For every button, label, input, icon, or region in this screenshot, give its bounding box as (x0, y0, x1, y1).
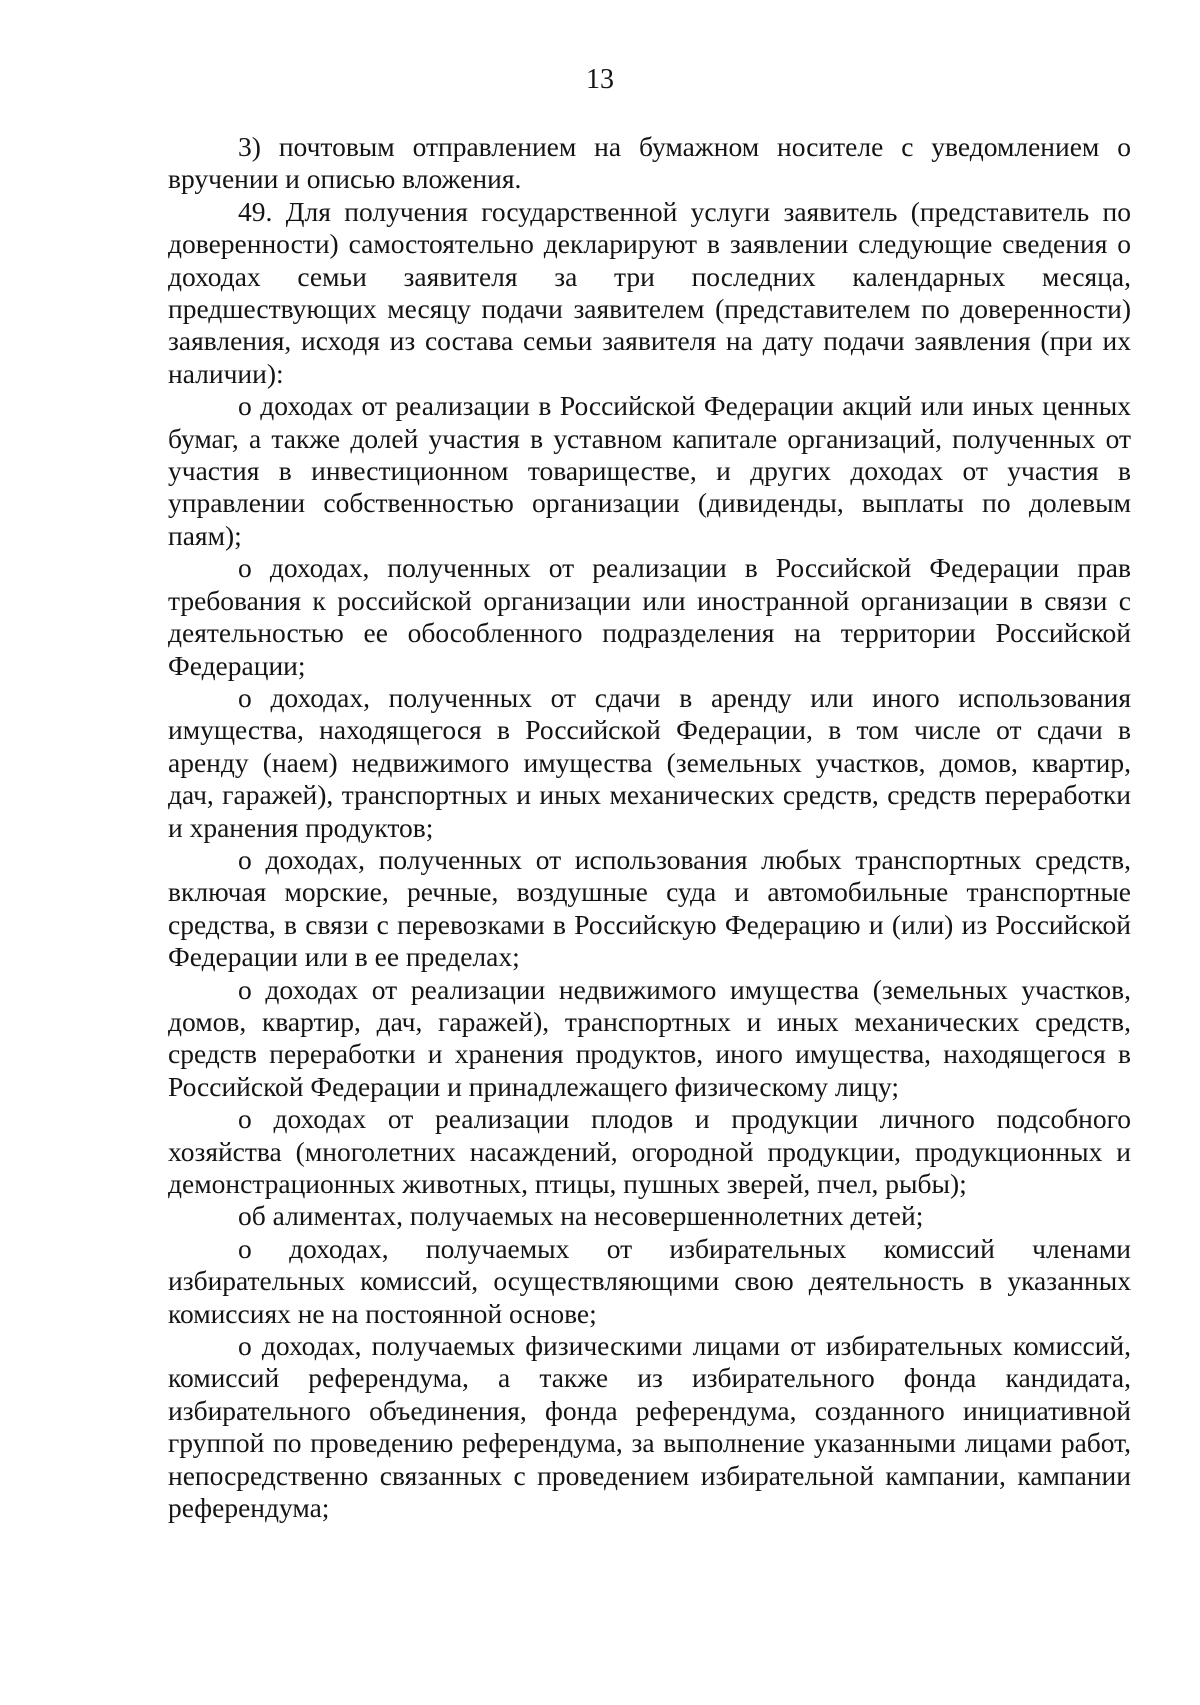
paragraph-transport-income: о доходах, полученных от использования любых транспортных средств, включая морские, речные, воздушные суда и автомобильные транспортные средства, в связи с перевозками в Российскую Федерацию и (или) из Российской Федерации или в ее пределах; (168, 843, 1131, 973)
document-body (168, 131, 1131, 1524)
paragraph-alimony: об алиментах, получаемых на несовершеннолетних детей; (238, 1200, 924, 1232)
paragraph-household-income: о доходах от реализации плодов и продукции личного подсобного хозяйства (многолетних насаждений, огородной продукции, продукционных и демонстрационных животных, птицы, пушных зверей, пчел, рыбы); (168, 1103, 1131, 1199)
paragraph-claim-rights-income: о доходах, полученных от реализации в Российской Федерации прав требования к российской организации или иностранной организации в связи с деятельностью ее обособленного подразделения на территории Российской Федерации; (168, 552, 1131, 681)
paragraph-clause-49: 49. Для получения государственной услуги заявитель (представитель по доверенности) самостоятельно декларируют в заявлении следующие сведения о доходах семьи заявителя за три последних календарных месяца, предшествующих месяцу подачи заявителем (представителем по доверенности) заявления, исходя из состава семьи заявителя на дату подачи заявления (при их наличии): (168, 195, 1131, 389)
paragraph-property-sale-income: о доходах от реализации недвижимого имущества (земельных участков, домов, квартир, дач, гаражей), транспортных и иных механических средств, средств переработки и хранения продуктов, иного имущества, находящегося в Российской Федерации и принадлежащего физическому лицу; (168, 973, 1131, 1102)
paragraph-rental-income: о доходах, полученных от сдачи в аренду или иного использования имущества, находящегося в Российской Федерации, в том числе от сдачи в аренду (наем) недвижимого имущества (земельных участков, домов, квартир, дач, гаражей), транспортных и иных механических средств, средств переработки и хранения продуктов; (168, 681, 1131, 843)
paragraph-election-works-income: о доходах, получаемых физическими лицами от избирательных комиссий, комиссий референдума, а также из избирательного фонда кандидата, избирательного объединения, фонда референдума, созданного инициативной группой по проведению референдума, за выполнение указанными лицами работ, непосредственно связанных с проведением избирательной кампании, кампании референдума; (168, 1330, 1131, 1524)
paragraph-securities-income: о доходах от реализации в Российской Федерации акций или иных ценных бумаг, а также долей участия в уставном капитале организаций, полученных от участия в инвестиционном товариществе, и других доходах от участия в управлении собственностью организации (дивиденды, выплаты по долевым паям); (168, 390, 1131, 551)
paragraph-election-commission-members: о доходах, получаемых от избирательных комиссий членами избирательных комиссий, осуществляющими свою деятельность в указанных комиссиях не на постоянной основе; (168, 1232, 1131, 1329)
page-number: 13 (586, 64, 614, 95)
paragraph-postal-delivery: 3) почтовым отправлением на бумажном носителе с уведомлением о вручении и описью вложения. (168, 131, 1131, 195)
